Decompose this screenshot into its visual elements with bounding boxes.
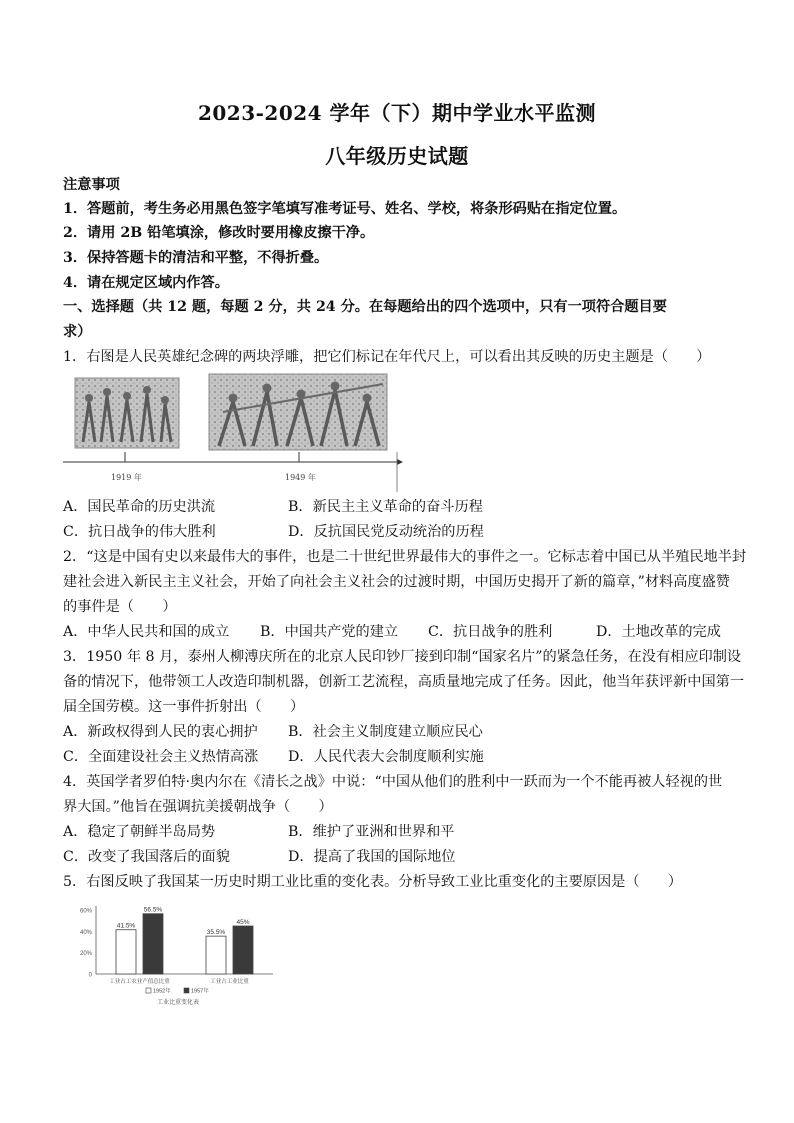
q4-option-d[interactable]: D．提高了我国的国际地位 bbox=[288, 849, 456, 865]
notice-item: 3．保持答题卡的清洁和平整，不得折叠。 bbox=[63, 250, 329, 266]
chart-title: 工业比重变化表 bbox=[156, 1000, 200, 1006]
q3-stem-line2: 备的情况下，他带领工人改造印制机器，创新工艺流程，高质量地完成了任务。因此，他当年获评新中国第一 bbox=[63, 674, 745, 690]
category-label: 工业占工农业产值总比重 bbox=[109, 979, 170, 985]
q5-stem: 5．右图反映了我国某一历史时期工业比重的变化表。分析导致工业比重变化的主要原因是（ ） bbox=[63, 874, 683, 890]
notice-item: 1．答题前，考生务必用黑色签字笔填写准考证号、姓名、学校，将条形码贴在指定位置。 bbox=[63, 201, 627, 217]
q4-option-b[interactable]: B．维护了亚洲和世界和平 bbox=[288, 824, 455, 840]
q4-option-a[interactable]: A．稳定了朝鲜半岛局势 bbox=[63, 824, 216, 840]
monument-relief-figure bbox=[63, 372, 403, 494]
q1-option-a[interactable]: A．国民革命的历史洪流 bbox=[63, 499, 216, 515]
q2-stem-line1: 2．“这是中国有史以来最伟大的事件，也是二十世纪世界最伟大的事件之一。它标志着中国已从半殖民地半封 bbox=[63, 549, 747, 565]
bar bbox=[116, 930, 136, 974]
timeline-label-1919: 1919 年 bbox=[111, 473, 142, 482]
legend-swatch bbox=[184, 988, 189, 993]
legend-swatch bbox=[146, 988, 151, 993]
q3-option-c[interactable]: C．全面建设社会主义热情高涨 bbox=[63, 749, 259, 765]
q3-option-d[interactable]: D．人民代表大会制度顺利实施 bbox=[288, 749, 484, 765]
q3-option-b[interactable]: B．社会主义制度建立顺应民心 bbox=[288, 724, 483, 740]
y-tick-label: 60% bbox=[79, 908, 92, 915]
q2-stem-line2: 建社会进入新民主主义社会，开始了向社会主义社会的过渡时期，中国历史揭开了新的篇章，”材料高度盛赞 bbox=[63, 574, 730, 590]
q4-stem-line2: 界大国。”他旨在强调抗美援朝战争（ ） bbox=[63, 799, 333, 815]
q1-option-d[interactable]: D．反抗国民党反动统治的历程 bbox=[288, 524, 484, 540]
q1-option-c[interactable]: C．抗日战争的伟大胜利 bbox=[63, 524, 216, 540]
notice-item: 4．请在规定区域内作答。 bbox=[63, 275, 229, 291]
q3-stem-line1: 3．1950 年 8 月，泰州人柳溥庆所在的北京人民印钞厂接到印制“国家名片”的紧急任务，在没有相应印制设 bbox=[63, 649, 742, 665]
data-label: 35.5% bbox=[206, 929, 226, 937]
q2-option-c[interactable]: C．抗日战争的胜利 bbox=[428, 624, 553, 640]
bar bbox=[143, 914, 163, 974]
data-label: 56.5% bbox=[143, 906, 163, 914]
y-tick-label: 0 bbox=[88, 972, 92, 979]
q3-stem-line3: 届全国劳模。这一事件折射出（ ） bbox=[63, 699, 305, 715]
q2-option-b[interactable]: B．中国共产党的建立 bbox=[260, 624, 399, 640]
q2-option-d[interactable]: D．土地改革的完成 bbox=[596, 624, 721, 640]
category-label: 工业占工业比重 bbox=[210, 979, 249, 985]
y-tick-label: 40% bbox=[79, 929, 92, 936]
notice-item: 2．请用 2B 铅笔填涂，修改时要用橡皮擦干净。 bbox=[63, 225, 375, 241]
section-heading-line2: 求） bbox=[63, 324, 92, 340]
q2-option-a[interactable]: A．中华人民共和国的成立 bbox=[63, 624, 230, 640]
q4-stem-line1: 4．英国学者罗伯特·奥内尔在《清长之战》中说：“中国从他们的胜利中一跃而为一个不能再被人轻视的世 bbox=[63, 774, 723, 790]
bar bbox=[206, 936, 226, 974]
q2-stem-line3: 的事件是（ ） bbox=[63, 599, 177, 615]
q3-option-a[interactable]: A．新政权得到人民的衷心拥护 bbox=[63, 724, 258, 740]
data-label: 41.5% bbox=[116, 922, 136, 930]
legend-label: 1957年 bbox=[191, 988, 209, 995]
section-heading-line1: 一、选择题（共 12 题，每题 2 分，共 24 分。在每题给出的四个选项中，只有一项符合题目要 bbox=[63, 299, 667, 315]
q1-stem: 1．右图是人民英雄纪念碑的两块浮雕，把它们标记在年代尺上，可以看出其反映的历史主题是（ ） bbox=[63, 349, 711, 365]
industry-share-chart bbox=[68, 898, 288, 1022]
data-label: 45% bbox=[236, 919, 250, 926]
bar bbox=[233, 926, 253, 974]
timeline-label-1949: 1949 年 bbox=[285, 473, 316, 482]
q1-option-b[interactable]: B．新民主主义革命的奋斗历程 bbox=[288, 499, 483, 515]
notice-heading: 注意事项 bbox=[63, 177, 120, 193]
q4-option-c[interactable]: C．改变了我国落后的面貌 bbox=[63, 849, 230, 865]
exam-title: 2023-2024 学年（下）期中学业水平监测 bbox=[197, 101, 597, 125]
legend-label: 1952年 bbox=[153, 988, 171, 995]
relief-left bbox=[75, 378, 179, 448]
relief-right bbox=[209, 374, 387, 450]
y-tick-label: 20% bbox=[79, 951, 92, 958]
exam-subtitle: 八年级历史试题 bbox=[325, 144, 469, 168]
